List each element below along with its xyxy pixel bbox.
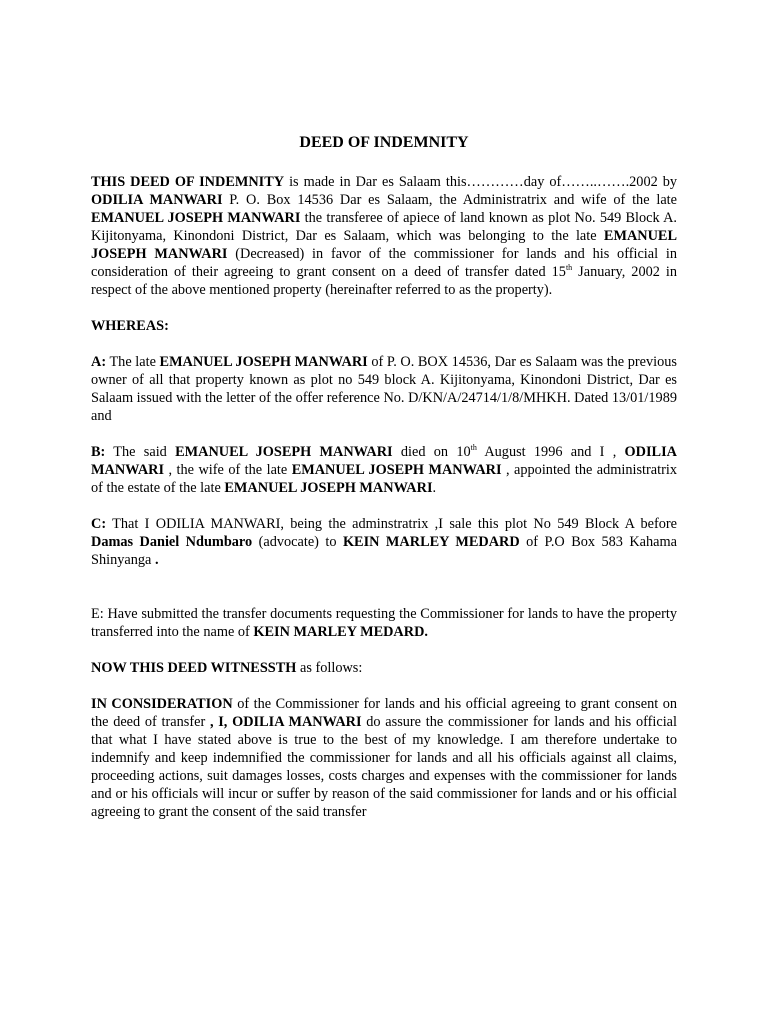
document-body xyxy=(91,173,677,821)
whereas-heading xyxy=(91,317,677,335)
intro-text-3: the transferee of apiece of land known as plot No. 549 Block A. Kijitonyama, Kinondoni District, Dar es Salaam, which was belonging to the late xyxy=(91,210,677,244)
clause-b-text-6: . xyxy=(432,480,437,496)
intro-superscript: th xyxy=(565,263,573,273)
witness-paragraph xyxy=(91,659,677,677)
clause-c xyxy=(91,515,677,569)
whereas-label: WHEREAS: xyxy=(91,318,169,334)
clause-a-label: A: xyxy=(91,354,107,370)
witness-bold: NOW THIS DEED WITNESSTH xyxy=(91,660,297,676)
consideration-bold-1: IN CONSIDERATION xyxy=(91,696,233,712)
clause-c-end: . xyxy=(154,552,159,568)
clause-c-text-3: of P.O Box 583 Kahama Shinyanga xyxy=(91,534,677,568)
clause-b-text-5: , appointed the administratrix of the estate of the late xyxy=(91,462,677,496)
intro-lead: THIS DEED OF INDEMNITY xyxy=(91,174,285,190)
intro-name-1: ODILIA MANWARI xyxy=(91,192,223,208)
clause-b-text-1: The said xyxy=(105,444,176,460)
clause-b-text-2: died on 10 xyxy=(392,444,471,460)
clause-c-label: C: xyxy=(91,516,107,532)
clause-b-text-4: , the wife of the late xyxy=(164,462,292,478)
clause-c-name-1: Damas Daniel Ndumbaro xyxy=(91,534,253,550)
clause-b-text-3: August 1996 and I , xyxy=(476,444,625,460)
clause-c-text-2: (advocate) to xyxy=(252,534,343,550)
clause-b-name-2: ODILIA MANWARI xyxy=(91,444,677,478)
consideration-paragraph xyxy=(91,695,677,821)
intro-name-2: EMANUEL JOSEPH MANWARI xyxy=(91,210,301,226)
clause-b-superscript: th xyxy=(470,443,477,453)
intro-paragraph xyxy=(91,173,677,299)
clause-b-name-4: EMANUEL JOSEPH MANWARI xyxy=(224,480,433,496)
consideration-text-1: of the Commissioner for lands and his official agreeing to grant consent on the deed of transfer xyxy=(91,696,677,730)
clause-c-text-1: That I ODILIA MANWARI, being the adminstratrix ,I sale this plot No 549 Block A before xyxy=(106,516,677,532)
document-title: DEED OF INDEMNITY xyxy=(299,134,469,151)
intro-name-3: EMANUEL JOSEPH MANWARI xyxy=(91,228,677,262)
clause-e-name-1: KEIN MARLEY MEDARD. xyxy=(253,624,428,640)
clause-c-name-2: KEIN MARLEY MEDARD xyxy=(342,534,520,550)
witness-text: as follows: xyxy=(296,660,363,676)
intro-text-4: (Decreased) in favor of the commissioner for lands and his official in consideration of their agreeing to grant consent on a deed of transfer dated 15 xyxy=(91,246,677,280)
consideration-text-2: do assure the commissioner for lands and his official that what I have stated above is true to the best of my knowledge. I am therefore undertake to indemnify and keep indemnified the commissioner for lands and all his officials against all claims, proceeding actions, suit damages losses, costs charges and expenses with the commissioner for lands and or his officials will incur or suffer by reason of the said commissioner for lands and or his official agreeing to grant the consent of the said transfer xyxy=(91,714,677,820)
intro-text-2: P. O. Box 14536 Dar es Salaam, the Administratrix and wife of the late xyxy=(222,192,677,208)
clause-a xyxy=(91,353,677,425)
intro-text-1: is made in Dar es Salaam this…………day of……..…….2002 by xyxy=(284,174,678,190)
clause-e-text-1: E: Have submitted the transfer documents requesting the Commissioner for lands to have the property transferred into the name of xyxy=(91,606,677,640)
clause-a-text-2: of P. O. BOX 14536, Dar es Salaam was the previous owner of all that property known as plot no 549 block A. Kijitonyama, Kinondoni District, Dar es Salaam issued with the letter of the offer reference No. D/KN/A/24714/1/8/MHKH. Dated 13/01/1989 and xyxy=(91,354,677,424)
clause-a-name-1: EMANUEL JOSEPH MANWARI xyxy=(159,354,368,370)
intro-text-5: January, 2002 in respect of the above mentioned property (hereinafter referred to as the property). xyxy=(91,264,678,298)
clause-e xyxy=(91,605,677,641)
clause-b-name-1: EMANUEL JOSEPH MANWARI xyxy=(175,444,393,460)
clause-b-label: B: xyxy=(91,444,106,460)
clause-b-name-3: EMANUEL JOSEPH MANWARI xyxy=(291,462,502,478)
clause-b xyxy=(91,443,677,497)
consideration-bold-2: , I, ODILIA MANWARI xyxy=(209,714,362,730)
clause-a-text-1: The late xyxy=(106,354,160,370)
